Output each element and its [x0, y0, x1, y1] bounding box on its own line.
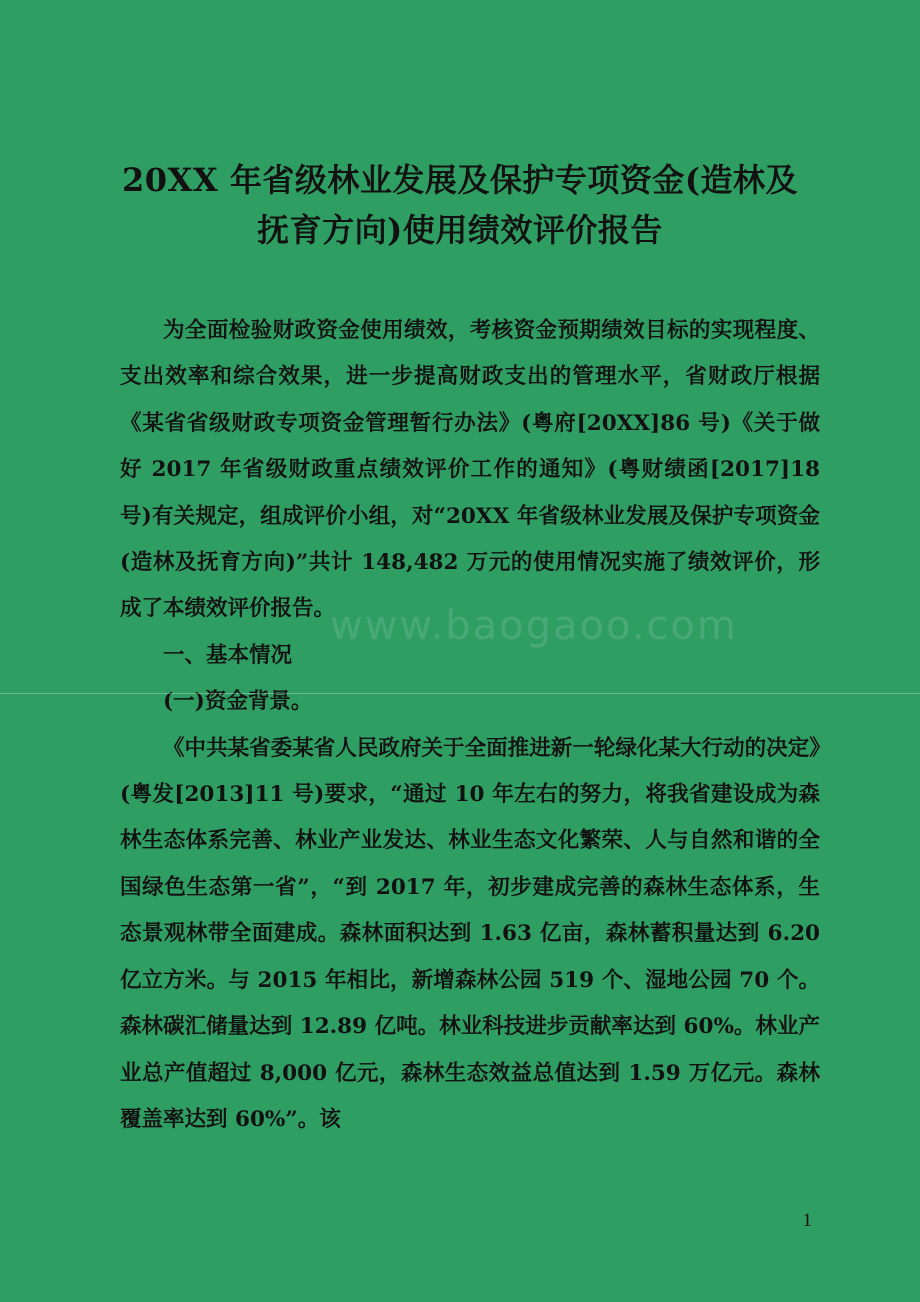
page-divider: [0, 693, 920, 694]
watermark: www.baogaoo.com: [330, 603, 738, 649]
background-paragraph: 《中共某省委某省人民政府关于全面推进新一轮绿化某大行动的决定》(粤发[2013]11 号)要求，“通过 10 年左右的努力，将我省建设成为森林生态体系完善、林业产业发达、林业生态文化繁荣、人与自然和谐的全国绿色生态第一省”，“到 2017 年，初步建成完善的森林生态体系，生态景观林带全面建成。森林面积达到 1.63 亿亩，森林蓄积量达到 6.20 亿立方米。与 2015 年相比，新增森林公园 519 个、湿地公园 70 个。森林碳汇储量达到 12.89 亿吨。林业科技进步贡献率达到 60%。林业产业总产值超过 8,000 亿元，森林生态效益总值达到 1.59 万亿元。森林覆盖率达到 60%”。该: [120, 735, 820, 1132]
title-line-1: 20XX 年省级林业发展及保护专项资金(造林及: [122, 161, 798, 199]
section-heading-basic-situation: 一、基本情况: [163, 642, 293, 668]
document-title: [100, 155, 820, 255]
intro-paragraph: 为全面检验财政资金使用绩效，考核资金预期绩效目标的实现程度、支出效率和综合效果，进一步提高财政支出的管理水平，省财政厅根据《某省省级财政专项资金管理暂行办法》(粤府[20XX]86 号)《关于做好 2017 年省级财政重点绩效评价工作的通知》(粤财绩函[2017]18 号)有关规定，组成评价小组，对“20XX 年省级林业发展及保护专项资金(造林及抚育方向)”共计 148,482 万元的使用情况实施了绩效评价，形成了本绩效评价报告。: [120, 318, 820, 622]
document-body: [120, 308, 820, 1143]
subsection-heading-fund-background: (一)资金背景。: [163, 689, 313, 715]
page-number: 1: [802, 1210, 812, 1231]
title-line-2: 抚育方向)使用绩效评价报告: [257, 211, 663, 249]
